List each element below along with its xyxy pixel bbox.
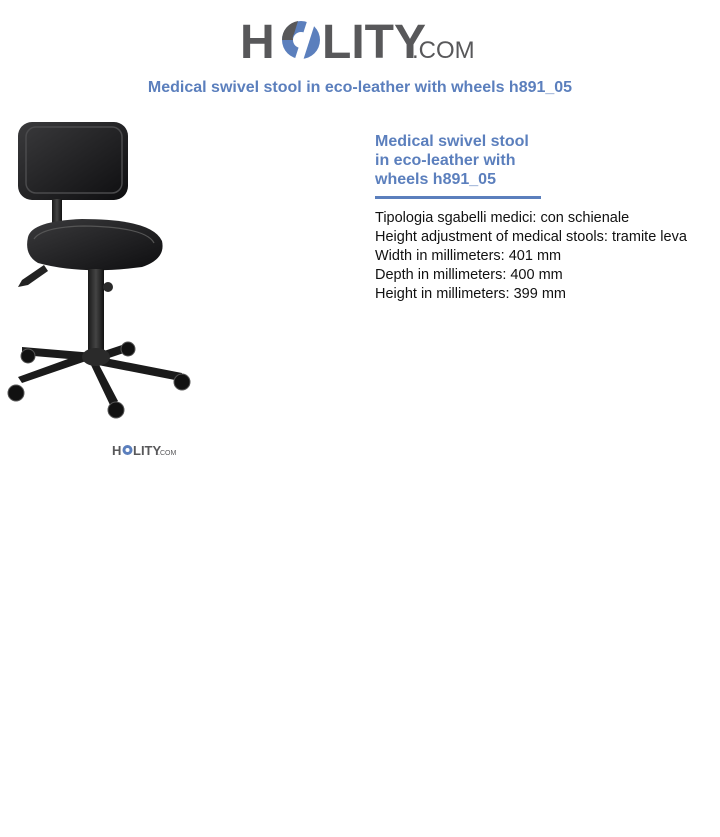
spec-depth: Depth in millimeters: 400 mm bbox=[375, 267, 563, 283]
watermark-letters-lity: LITY bbox=[133, 443, 162, 458]
star-base bbox=[18, 343, 182, 405]
spec-stool-type: Tipologia sgabelli medici: con schienale bbox=[375, 210, 630, 226]
image-watermark-logo bbox=[112, 441, 182, 459]
logo-o-icon bbox=[282, 12, 320, 70]
holity-logo-mark bbox=[240, 8, 480, 70]
product-image bbox=[2, 115, 200, 435]
watermark-suffix: .COM bbox=[158, 450, 177, 457]
height-lever bbox=[18, 265, 48, 287]
backrest bbox=[18, 122, 128, 200]
small-holity-logo bbox=[112, 441, 182, 459]
product-title bbox=[375, 132, 545, 189]
gas-column bbox=[88, 269, 104, 351]
logo-suffix: .COM bbox=[412, 37, 475, 64]
spec-height: Height in millimeters: 399 mm bbox=[375, 286, 566, 302]
title-underline bbox=[375, 196, 541, 199]
site-logo[interactable] bbox=[0, 8, 720, 70]
product-title-line: in eco-leather with bbox=[375, 152, 516, 169]
logo-letters-lity: LITY bbox=[322, 16, 426, 69]
product-title-line: Medical swivel stool bbox=[375, 133, 529, 150]
page-title: Medical swivel stool in eco-leather with wheels h891_05 bbox=[147, 79, 573, 96]
product-info bbox=[375, 132, 705, 304]
watermark-o-icon bbox=[123, 445, 133, 455]
spec-width: Width in millimeters: 401 mm bbox=[375, 248, 562, 264]
product-title-line: wheels h891_05 bbox=[375, 171, 496, 188]
watermark-letter-h: H bbox=[112, 443, 122, 458]
logo-letter-h: H bbox=[240, 16, 275, 69]
spec-height-adjustment: Height adjustment of medical stools: tramite leva bbox=[375, 229, 687, 245]
swivel-stool-illustration bbox=[2, 115, 200, 435]
